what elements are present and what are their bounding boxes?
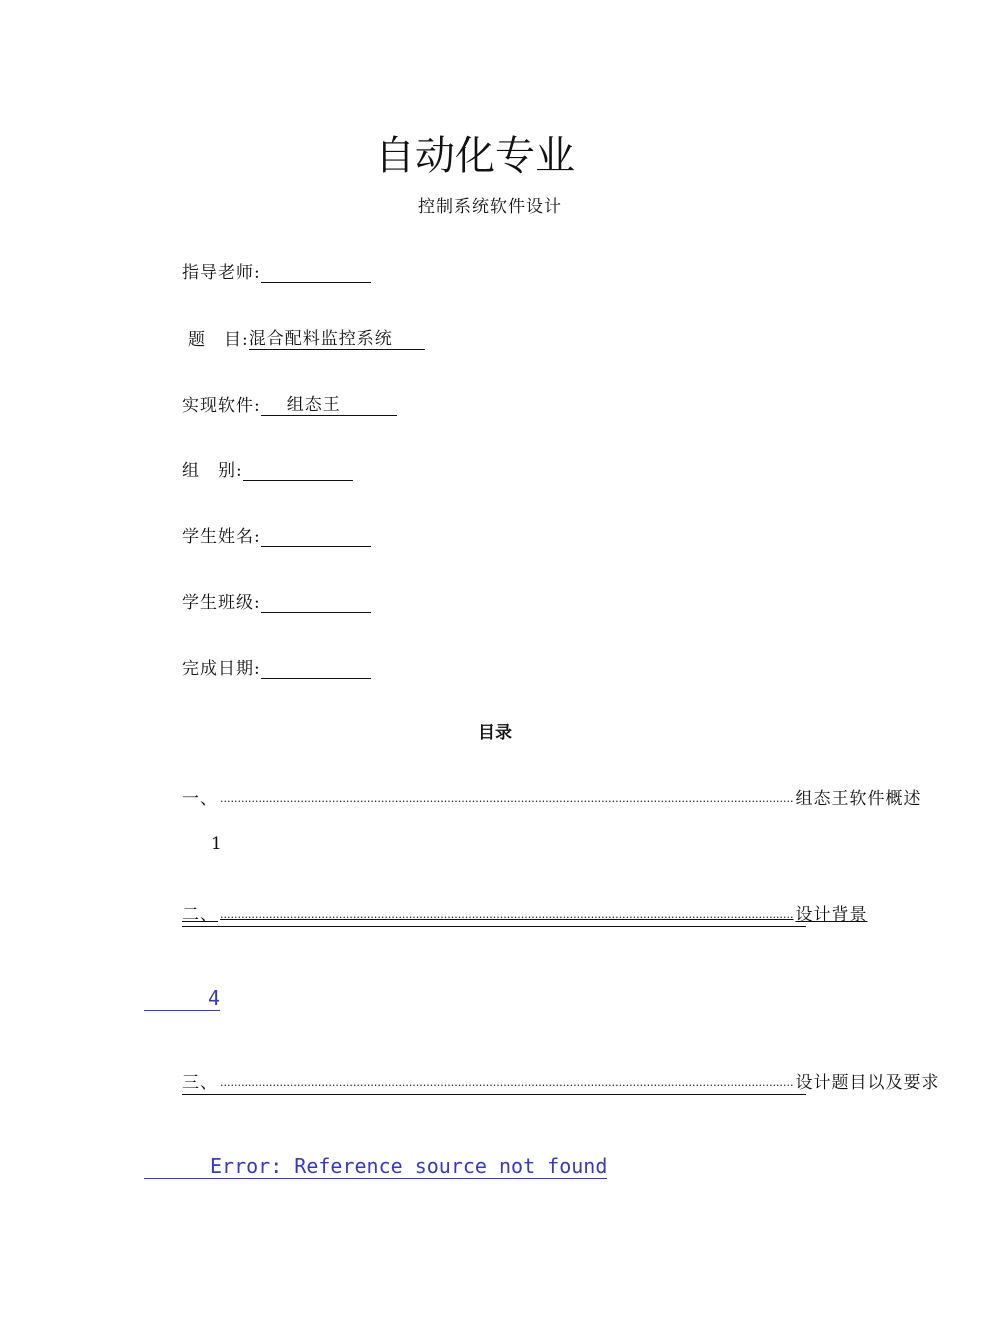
field-student-class-label: 学生班级: — [182, 593, 261, 613]
field-advisor-label: 指导老师: — [182, 263, 261, 283]
toc-entry-number: 一、 — [182, 789, 218, 809]
field-advisor — [182, 258, 371, 283]
field-finish-date-value — [261, 659, 371, 679]
field-student-class-value — [261, 593, 371, 613]
toc-entry-number: 三、 — [182, 1073, 218, 1093]
toc-entry-1[interactable] — [182, 784, 922, 809]
document-subtitle: 控制系统软件设计 — [418, 197, 562, 217]
field-topic-label: 题 目: — [188, 330, 249, 350]
toc-entry-label: 设计题目以及要求 — [795, 1073, 940, 1093]
toc-entry-2[interactable] — [182, 900, 868, 927]
field-student-name-value — [261, 527, 371, 547]
field-student-name — [182, 522, 371, 547]
field-group-label: 组 别: — [182, 461, 243, 481]
toc-entry-label: 设计背景 — [795, 905, 868, 925]
field-student-name-label: 学生姓名: — [182, 527, 261, 547]
toc-dot-leader: .................................................................................................................................................................... — [220, 792, 794, 805]
document-title: 自动化专业 — [375, 133, 575, 179]
toc-entry-number: 二、 — [182, 905, 218, 925]
field-group — [182, 456, 353, 481]
toc-entry-2-page: 4 — [207, 986, 220, 1010]
field-software — [182, 390, 397, 416]
toc-heading: 目录 — [478, 723, 512, 743]
field-finish-date-label: 完成日期: — [182, 659, 261, 679]
field-student-class — [182, 588, 371, 613]
toc-entry-3[interactable] — [182, 1068, 940, 1095]
toc-dot-leader: .................................................................................................................................................................... — [220, 1076, 794, 1089]
field-software-label: 实现软件: — [182, 396, 261, 416]
field-topic — [188, 324, 425, 350]
field-finish-date — [182, 654, 371, 679]
field-software-value: 组态王 — [261, 390, 397, 416]
toc-entry-1-page: 1 — [211, 834, 222, 854]
field-advisor-value — [261, 263, 371, 283]
field-group-value — [243, 461, 353, 481]
field-topic-value: 混合配料监控系统 — [249, 324, 425, 350]
toc-entry-3-page-link[interactable] — [144, 1154, 607, 1179]
toc-dot-leader: .................................................................................................................................................................... — [220, 908, 794, 921]
toc-entry-2-page-link[interactable] — [144, 986, 220, 1011]
toc-entry-label: 组态王软件概述 — [795, 789, 922, 809]
toc-entry-3-page: Error: Reference source not found — [210, 1154, 608, 1178]
